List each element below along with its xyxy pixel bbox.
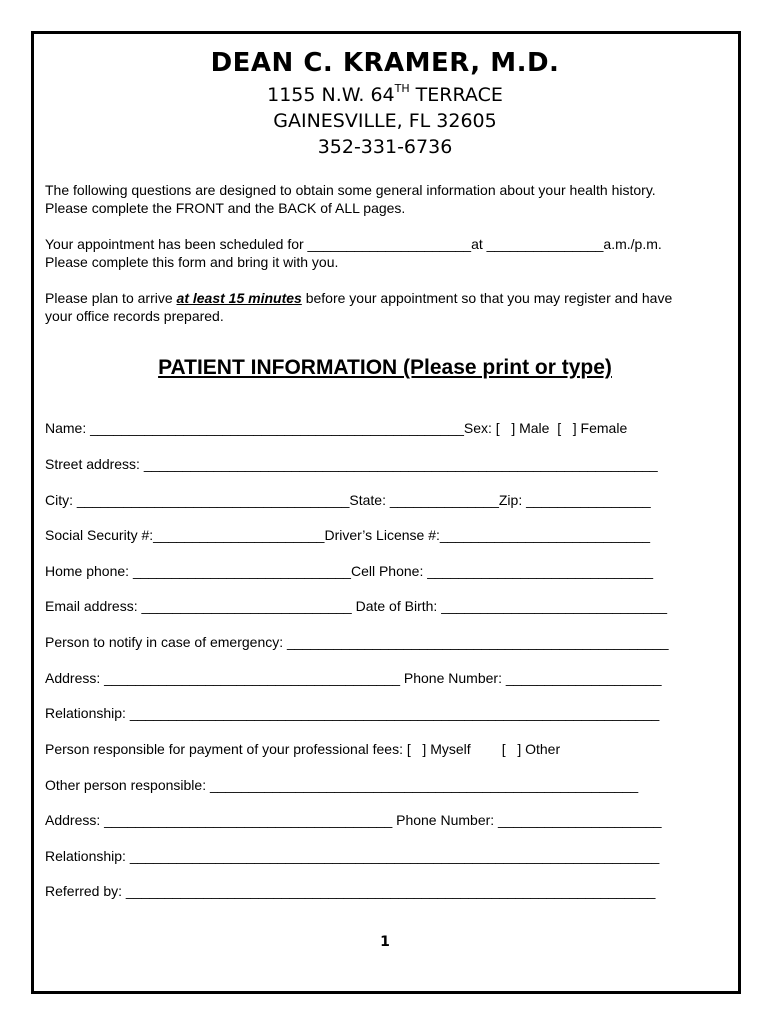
address-line-1	[0, 84, 770, 106]
other-person-field[interactable]: Other person responsible: _______________________________________________________	[45, 777, 639, 793]
email-dob-field[interactable]: Email address: ___________________________ Date of Birth: _____________________________	[45, 598, 667, 614]
arrival-text-post: before your appointment so that you may register and have	[301, 290, 673, 306]
section-title	[0, 356, 770, 380]
arrival-line-1	[45, 289, 735, 307]
ssn-license-field[interactable]: Social Security #:______________________Driver’s License #:___________________________	[45, 527, 651, 543]
appointment-paragraph	[45, 235, 735, 271]
address-street-name: TERRACE	[409, 84, 503, 106]
arrival-emphasis: at least 15 minutes	[176, 290, 302, 306]
emergency-address-field[interactable]: Address: ______________________________________ Phone Number: ____________________	[45, 670, 662, 686]
intro-paragraph	[45, 181, 735, 217]
arrival-line-2: your office records prepared.	[45, 308, 224, 324]
address-ordinal-suffix: TH	[394, 82, 410, 95]
emergency-relationship-field[interactable]: Relationship: ____________________________________________________________________	[45, 705, 660, 721]
arrival-text-pre: Please plan to arrive	[45, 290, 177, 306]
intro-line-1: The following questions are designed to obtain some general information about your health history.	[45, 182, 656, 198]
appointment-line[interactable]: Your appointment has been scheduled for _____________________at _______________a.m./p.m.	[45, 236, 662, 252]
section-title-text: PATIENT INFORMATION (Please print or type)	[158, 356, 612, 379]
appointment-instruction: Please complete this form and bring it with you.	[45, 254, 339, 270]
city-state-zip-field[interactable]: City: ___________________________________State: ______________Zip: ________________	[45, 492, 651, 508]
emergency-contact-field[interactable]: Person to notify in case of emergency: _________________________________________________	[45, 634, 669, 650]
responsible-address-field[interactable]: Address: _____________________________________ Phone Number: _____________________	[45, 812, 662, 828]
address-line-2: GAINESVILLE, FL 32605	[273, 110, 497, 132]
doctor-name: DEAN C. KRAMER, M.D.	[210, 48, 560, 78]
address-street-number: 1155 N.W. 64	[267, 84, 395, 106]
street-address-field[interactable]: Street address: __________________________________________________________________	[45, 456, 658, 472]
name-sex-field[interactable]: Name: ________________________________________________Sex: [ ] Male [ ] Female	[45, 420, 628, 436]
office-phone: 352-331-6736	[317, 136, 453, 158]
referred-by-field[interactable]: Referred by: ____________________________________________________________________	[45, 883, 656, 899]
responsible-relationship-field[interactable]: Relationship: ____________________________________________________________________	[45, 848, 660, 864]
phone-field[interactable]: Home phone: ____________________________Cell Phone: _____________________________	[45, 563, 654, 579]
page-number: 1	[380, 934, 390, 950]
payment-responsible-field[interactable]: Person responsible for payment of your professional fees: [ ] Myself [ ] Other	[45, 741, 561, 757]
intro-line-2: Please complete the FRONT and the BACK of ALL pages.	[45, 200, 406, 216]
arrival-paragraph	[45, 289, 735, 325]
